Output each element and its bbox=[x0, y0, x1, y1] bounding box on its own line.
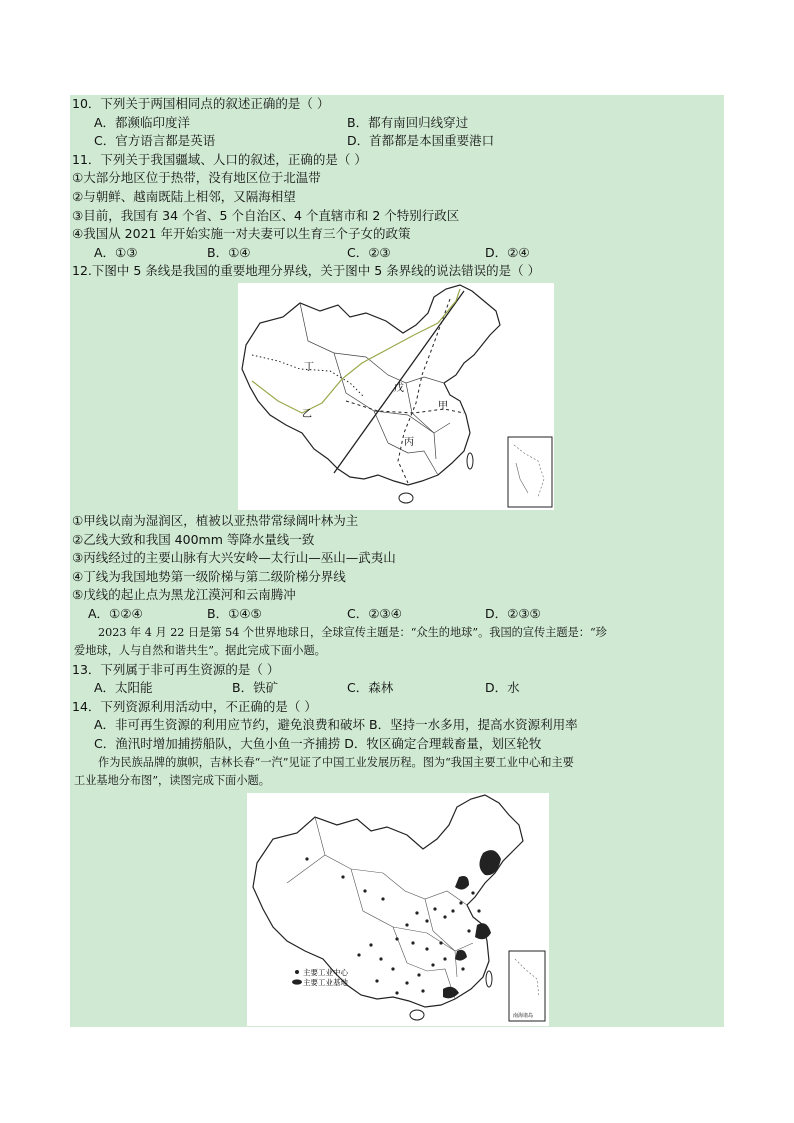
q14-stem: 14．下列资源利用活动中，不正确的是（ ） bbox=[72, 698, 317, 714]
map-label-wu: 戊 bbox=[394, 382, 404, 394]
q14-options-line1[interactable]: A．非可再生资源的利用应节约，避免浪费和破坏 B．坚持一水多用，提高水资源利用率 bbox=[94, 717, 578, 733]
map-label-jia: 甲 bbox=[438, 400, 448, 412]
q13-option-a[interactable]: A．太阳能 bbox=[94, 680, 153, 696]
map-label-yi: 乙 bbox=[302, 408, 312, 420]
legend-base-label: 主要工业基地 bbox=[303, 977, 348, 987]
question-10 bbox=[70, 95, 724, 151]
map-label-ding: 丁 bbox=[304, 361, 314, 373]
q12-statement-2: ②乙线大致和我国 400mm 等降水量线一致 bbox=[72, 531, 315, 547]
q11-option-a[interactable]: A．①③ bbox=[94, 244, 138, 260]
q11-option-b[interactable]: B．①④ bbox=[207, 244, 251, 260]
q12-statement-4: ④丁线为我国地势第一级阶梯与第二级阶梯分界线 bbox=[72, 568, 346, 584]
q12-options bbox=[70, 605, 724, 624]
q12-stem: 12.下图中 5 条线是我国的重要地理分界线，关于图中 5 条界线的说法错误的是（ ） bbox=[72, 263, 541, 279]
q11-stem: 11．下列关于我国疆域、人口的叙述，正确的是（ ） bbox=[72, 151, 367, 167]
passage1-line1: 2023 年 4 月 22 日是第 54 个世界地球日，全球宣传主题是：“众生的地球”。我国的宣传主题是：“珍 bbox=[98, 625, 607, 639]
passage2-line1: 作为民族品牌的旗帜，吉林长春“一汽”见证了中国工业发展历程。图为“我国主要工业中心和主要 bbox=[98, 755, 574, 769]
q10-options-row2 bbox=[70, 132, 724, 151]
q12-statement-5: ⑤戊线的起止点为黑龙江漠河和云南腾冲 bbox=[72, 587, 296, 603]
q12-option-d[interactable]: D．②③⑤ bbox=[485, 605, 541, 621]
legend-dot-icon bbox=[295, 970, 299, 974]
question-13 bbox=[70, 661, 724, 698]
q11-statement-3: ③目前，我国有 34 个省、5 个自治区、4 个直辖市和 2 个特别行政区 bbox=[72, 207, 460, 223]
legend-blob-icon bbox=[292, 979, 302, 984]
q13-options bbox=[70, 679, 724, 698]
q10-options-row1 bbox=[70, 114, 724, 133]
q11-statement-4: ④我国从 2021 年开始实施一对夫妻可以生育三个子女的政策 bbox=[72, 226, 411, 242]
q13-stem: 13．下列属于非可再生资源的是（ ） bbox=[72, 661, 280, 677]
china-industry-map bbox=[247, 793, 549, 1026]
passage2-line2: 工业基地分布图”，读图完成下面小题。 bbox=[74, 774, 270, 788]
q10-option-d[interactable]: D．首都都是本国重要港口 bbox=[347, 133, 495, 149]
south-china-sea-inset bbox=[508, 437, 552, 507]
industry-map-area bbox=[70, 791, 724, 1027]
q11-option-c[interactable]: C．②③ bbox=[347, 244, 391, 260]
q13-option-d[interactable]: D．水 bbox=[485, 680, 520, 696]
q12-option-a[interactable]: A．①②④ bbox=[88, 605, 143, 621]
passage1-line2: 爱地球，人与自然和谐共生”。据此完成下面小题。 bbox=[74, 644, 326, 658]
q11-statement-1: ①大部分地区位于热带，没有地区位于北温带 bbox=[72, 170, 321, 186]
south-china-sea-inset bbox=[509, 951, 545, 1021]
passage-earth-day bbox=[70, 624, 724, 661]
china-boundary-lines-map bbox=[238, 283, 554, 510]
q12-map-area bbox=[70, 281, 724, 512]
map-label-bing: 丙 bbox=[404, 436, 414, 448]
q12-statement-3: ③丙线经过的主要山脉有大兴安岭—太行山—巫山—武夷山 bbox=[72, 550, 396, 566]
q12-statement-1: ①甲线以南为湿润区，植被以亚热带常绿阔叶林为主 bbox=[72, 512, 359, 528]
q11-option-d[interactable]: D．②④ bbox=[485, 244, 530, 260]
q14-options-line2[interactable]: C．渔汛时增加捕捞船队，大鱼小鱼一齐捕捞 D．牧区确定合理载畜量，划区轮牧 bbox=[94, 736, 542, 752]
q10-option-c[interactable]: C．官方语言都是英语 bbox=[94, 133, 216, 149]
q12-option-c[interactable]: C．②③④ bbox=[347, 605, 402, 621]
q13-option-b[interactable]: B．铁矿 bbox=[232, 680, 279, 696]
question-11 bbox=[70, 151, 724, 263]
question-12 bbox=[70, 262, 724, 512]
inset-label: 南海诸岛 bbox=[513, 1012, 534, 1019]
q12-option-b[interactable]: B．①④⑤ bbox=[207, 605, 262, 621]
q13-option-c[interactable]: C．森林 bbox=[347, 680, 394, 696]
legend-center-label: 主要工业中心 bbox=[303, 967, 348, 977]
question-12-statements bbox=[70, 512, 724, 624]
q11-statement-2: ②与朝鲜、越南既陆上相邻，又隔海相望 bbox=[72, 188, 296, 204]
q11-options bbox=[70, 244, 724, 263]
exam-page bbox=[70, 95, 724, 1027]
q10-option-a[interactable]: A．都濒临印度洋 bbox=[94, 114, 191, 130]
passage-faw bbox=[70, 754, 724, 791]
q10-stem: 10．下列关于两国相同点的叙述正确的是（ ） bbox=[72, 96, 330, 111]
q10-option-b[interactable]: B．都有南回归线穿过 bbox=[347, 114, 469, 130]
question-14 bbox=[70, 698, 724, 754]
